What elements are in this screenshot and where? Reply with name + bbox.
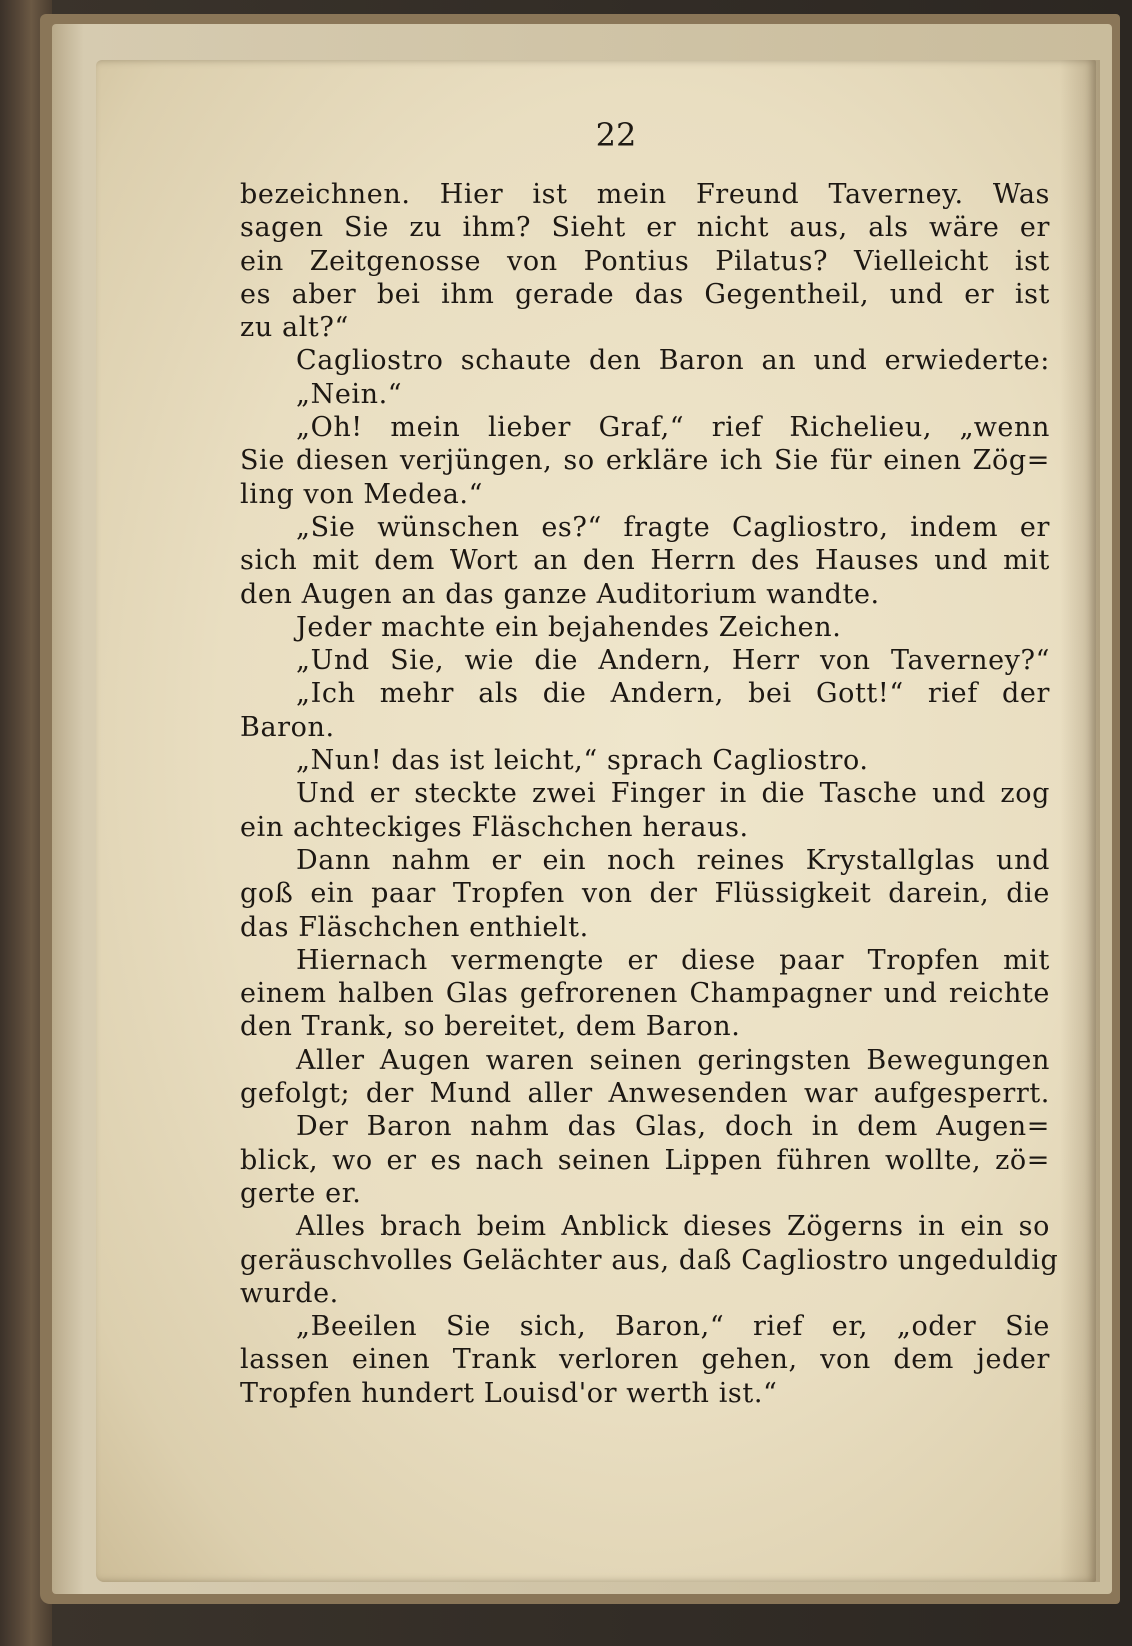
text-line: „Und Sie, wie die Andern, Herr von Taverney?“	[296, 645, 1050, 677]
text-line: ein Zeitgenosse von Pontius Pilatus? Vielleicht ist	[240, 245, 1050, 277]
text-line: Und er steckte zwei Finger in die Tasche und zog	[296, 778, 1050, 810]
text-line: Sie diesen verjüngen, so erkläre ich Sie für einen Zög=	[240, 445, 1050, 477]
text-line: „Oh! mein lieber Graf,“ rief Richelieu, „wenn	[296, 412, 1050, 444]
text-line: sagen Sie zu ihm? Sieht er nicht aus, als wäre er	[240, 212, 1050, 244]
text-line: den Augen an das ganze Auditorium wandte.	[240, 578, 880, 610]
text-line: Cagliostro schaute den Baron an und erwiederte:	[296, 345, 1050, 377]
text-line: gefolgt; der Mund aller Anwesenden war aufgesperrt.	[240, 1078, 1050, 1110]
text-line: Jeder machte ein bejahendes Zeichen.	[296, 611, 842, 643]
text-line: Aller Augen waren seinen geringsten Bewegungen	[296, 1044, 1050, 1076]
text-line: das Fläschchen enthielt.	[240, 911, 589, 943]
text-line: einem halben Glas gefrorenen Champagner und reichte	[240, 978, 1050, 1010]
page-fold-shadow	[1060, 60, 1100, 1582]
text-line: den Trank, so bereitet, dem Baron.	[240, 1011, 741, 1043]
text-line: bezeichnen. Hier ist mein Freund Taverney. Was	[240, 179, 1050, 210]
text-line: gerte er.	[240, 1177, 362, 1209]
text-line: „Sie wünschen es?“ fragte Cagliostro, indem er	[296, 511, 1050, 543]
text-line: ein achteckiges Fläschchen heraus.	[240, 811, 749, 843]
text-line: „Beeilen Sie sich, Baron,“ rief er, „oder Sie	[296, 1311, 1050, 1343]
text-line: lassen einen Trank verloren gehen, von dem jeder	[240, 1344, 1050, 1376]
text-line: zu alt?“	[240, 312, 349, 344]
text-line: wurde.	[240, 1277, 339, 1309]
text-line: geräuschvolles Gelächter aus, daß Cagliostro ungeduldig	[240, 1244, 1059, 1276]
text-line: Der Baron nahm das Glas, doch in dem Augen=	[296, 1111, 1050, 1143]
page-number: 22	[595, 116, 637, 154]
text-line: „Nein.“	[296, 378, 403, 410]
body-text	[240, 178, 1059, 1410]
text-line: „Ich mehr als die Andern, bei Gott!“ rief der	[296, 678, 1050, 710]
text-line: goß ein paar Tropfen von der Flüssigkeit darein, die	[240, 878, 1050, 910]
text-line: Hiernach vermengte er diese paar Tropfen mit	[296, 944, 1050, 976]
text-line: Alles brach beim Anblick dieses Zögerns in ein so	[296, 1211, 1050, 1243]
text-line: „Nun! das ist leicht,“ sprach Cagliostro.	[296, 745, 869, 777]
text-line: blick, wo er es nach seinen Lippen führen wollte, zö=	[240, 1144, 1050, 1176]
text-line: Tropfen hundert Louisd'or werth ist.“	[240, 1377, 778, 1409]
text-line: Baron.	[240, 711, 335, 743]
text-line: ling von Medea.“	[240, 478, 483, 510]
text-line: sich mit dem Wort an den Herrn des Hauses und mit	[240, 545, 1050, 577]
text-line: Dann nahm er ein noch reines Krystallglas und	[296, 844, 1050, 876]
text-line: es aber bei ihm gerade das Gegentheil, und er ist	[240, 278, 1050, 310]
